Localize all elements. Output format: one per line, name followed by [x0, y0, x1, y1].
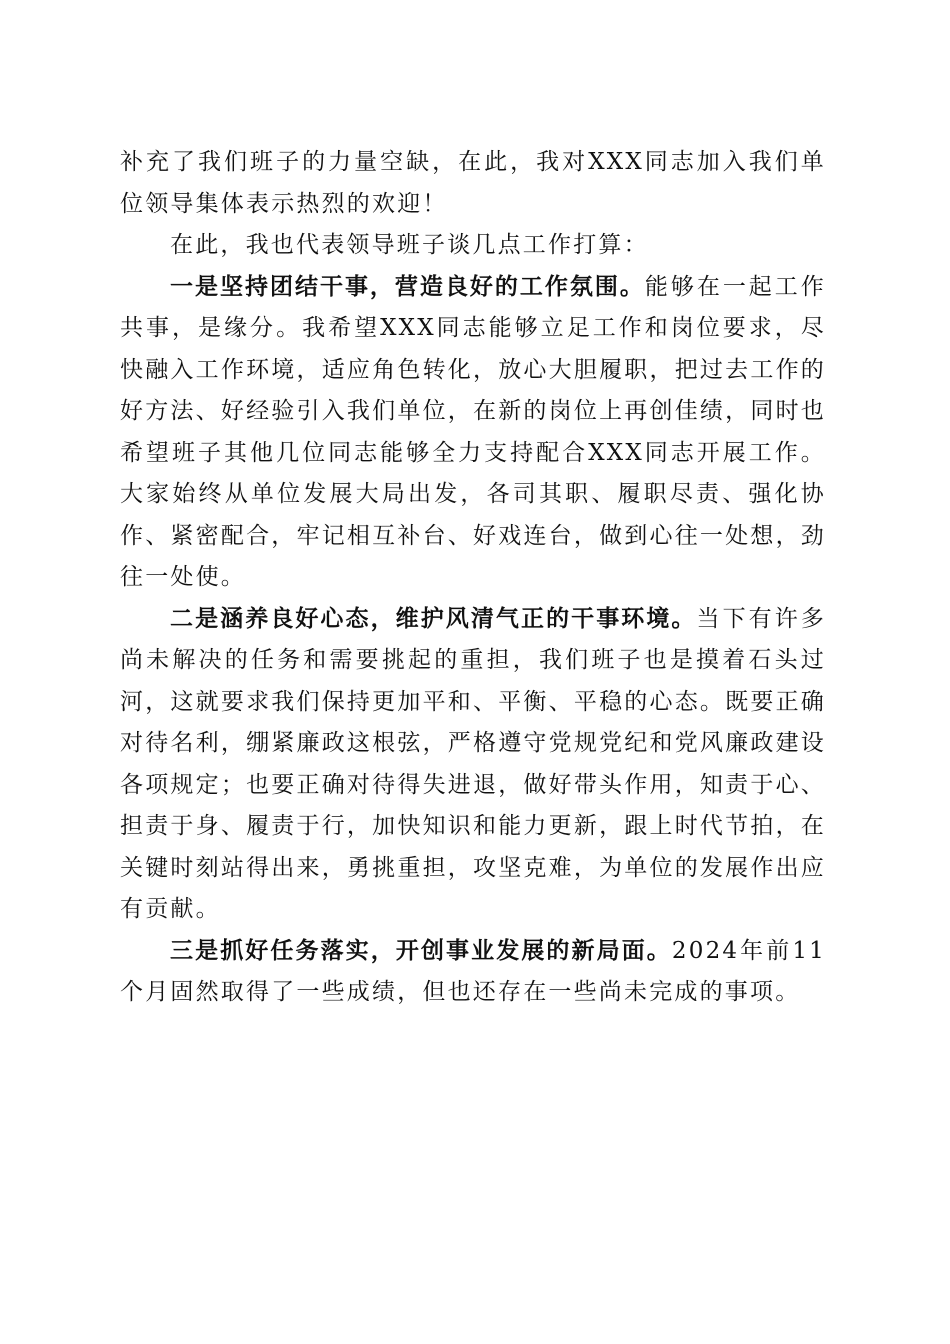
- paragraph-1-body: 补充了我们班子的力量空缺，在此，我对XXX同志加入我们单位领导集体表示热烈的欢迎！: [120, 149, 826, 217]
- paragraph-4: [120, 599, 826, 931]
- paragraph-3: [120, 267, 826, 599]
- paragraph-3-heading: 一是坚持团结干事，营造良好的工作氛围。: [170, 273, 645, 300]
- paragraph-1: [120, 142, 826, 225]
- paragraph-4-body: 当下有许多尚未解决的任务和需要挑起的重担，我们班子也是摸着石头过河，这就要求我们保持更加平和、平衡、平稳的心态。既要正确对待名利，绷紧廉政这根弦，严格遵守党规党纪和党风廉政建设各项规定；也要正确对待得失进退，做好带头作用，知责于心、担责于身、履责于行，加快知识和能力更新，跟上时代节拍，在关键时刻站得出来，勇挑重担，攻坚克难，为单位的发展作出应有贡献。: [120, 605, 827, 922]
- paragraph-2-body: 在此，我也代表领导班子谈几点工作打算：: [170, 232, 649, 258]
- document-page: [120, 142, 826, 1014]
- paragraph-5-heading: 三是抓好任务落实，开创事业发展的新局面。: [170, 937, 672, 964]
- paragraph-3-body: 能够在一起工作共事，是缘分。我希望XXX同志能够立足工作和岗位要求，尽快融入工作环境，适应角色转化，放心大胆履职，把过去工作的好方法、好经验引入我们单位，在新的岗位上再创佳绩，同时也希望班子其他几位同志能够全力支持配合XXX同志开展工作。大家始终从单位发展大局出发，各司其职、履职尽责、强化协作、紧密配合，牢记相互补台、好戏连台，做到心往一处想，劲往一处使。: [120, 273, 826, 590]
- paragraph-4-heading: 二是涵养良好心态，维护风清气正的干事环境。: [170, 605, 697, 632]
- paragraph-5-body: 2024年前11个月固然取得了一些成绩，但也还存在一些尚未完成的事项。: [120, 937, 827, 1005]
- paragraph-5: [120, 931, 826, 1014]
- paragraph-2: [120, 225, 826, 267]
